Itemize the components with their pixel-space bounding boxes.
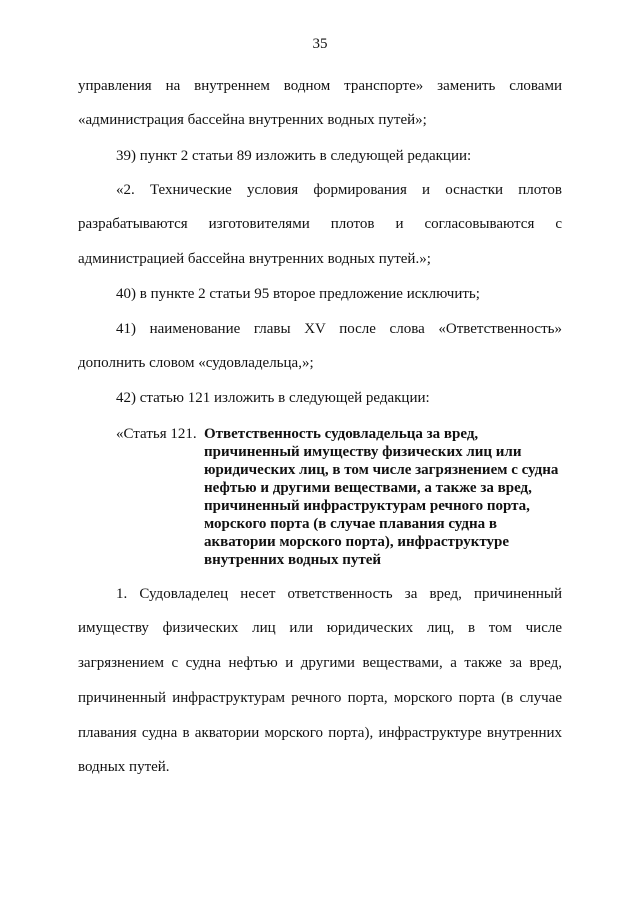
article-title-line: причиненный инфраструктурам речного порта, [204, 498, 530, 514]
item-41: 41) наименование главы XV после слова «Ответственность» [116, 321, 562, 337]
text-line: разрабатываются изготовителями плотов и согласовываются с [78, 216, 562, 232]
article-title-line: внутренних водных путей [204, 552, 382, 568]
article-title-line: Ответственность судовладельца за вред, [204, 426, 479, 442]
body-line: загрязнением с судна нефтью и другими веществами, а также за вред, [78, 655, 562, 671]
article-title-line: акватории морского порта), инфраструктуре [204, 534, 510, 550]
item-42: 42) статью 121 изложить в следующей редакции: [116, 390, 430, 406]
body-line: причиненный инфраструктурам речного порта, морского порта (в случае [78, 690, 562, 706]
body-line: имуществу физических лиц или юридических лиц, в том числе [78, 620, 562, 636]
text-line: администрацией бассейна внутренних водных путей.»; [78, 251, 431, 267]
body-line: плавания судна в акватории морского порта), инфраструктуре внутренних [78, 725, 562, 741]
text-line: «2. Технические условия формирования и оснастки плотов [116, 182, 562, 198]
item-39: 39) пункт 2 статьи 89 изложить в следующей редакции: [116, 148, 472, 164]
text-line: «администрация бассейна внутренних водных путей»; [78, 112, 427, 128]
article-label: «Статья 121. [116, 426, 197, 442]
article-title-line: причиненный имуществу физических лиц или [204, 444, 522, 460]
body-line: водных путей. [78, 759, 170, 775]
article-title-line: нефтью и другими веществами, а также за вред, [204, 480, 532, 496]
page-number: 35 [312, 36, 328, 52]
text-line: управления на внутреннем водном транспорте» заменить словами [78, 78, 562, 94]
body-line: 1. Судовладелец несет ответственность за вред, причиненный [116, 586, 562, 602]
article-title-line: юридических лиц, в том числе загрязнением с судна [204, 462, 559, 478]
text-line: дополнить словом «судовладельца,»; [78, 355, 314, 371]
article-title-line: морского порта (в случае плавания судна в [204, 516, 497, 532]
item-40: 40) в пункте 2 статьи 95 второе предложение исключить; [116, 286, 480, 302]
